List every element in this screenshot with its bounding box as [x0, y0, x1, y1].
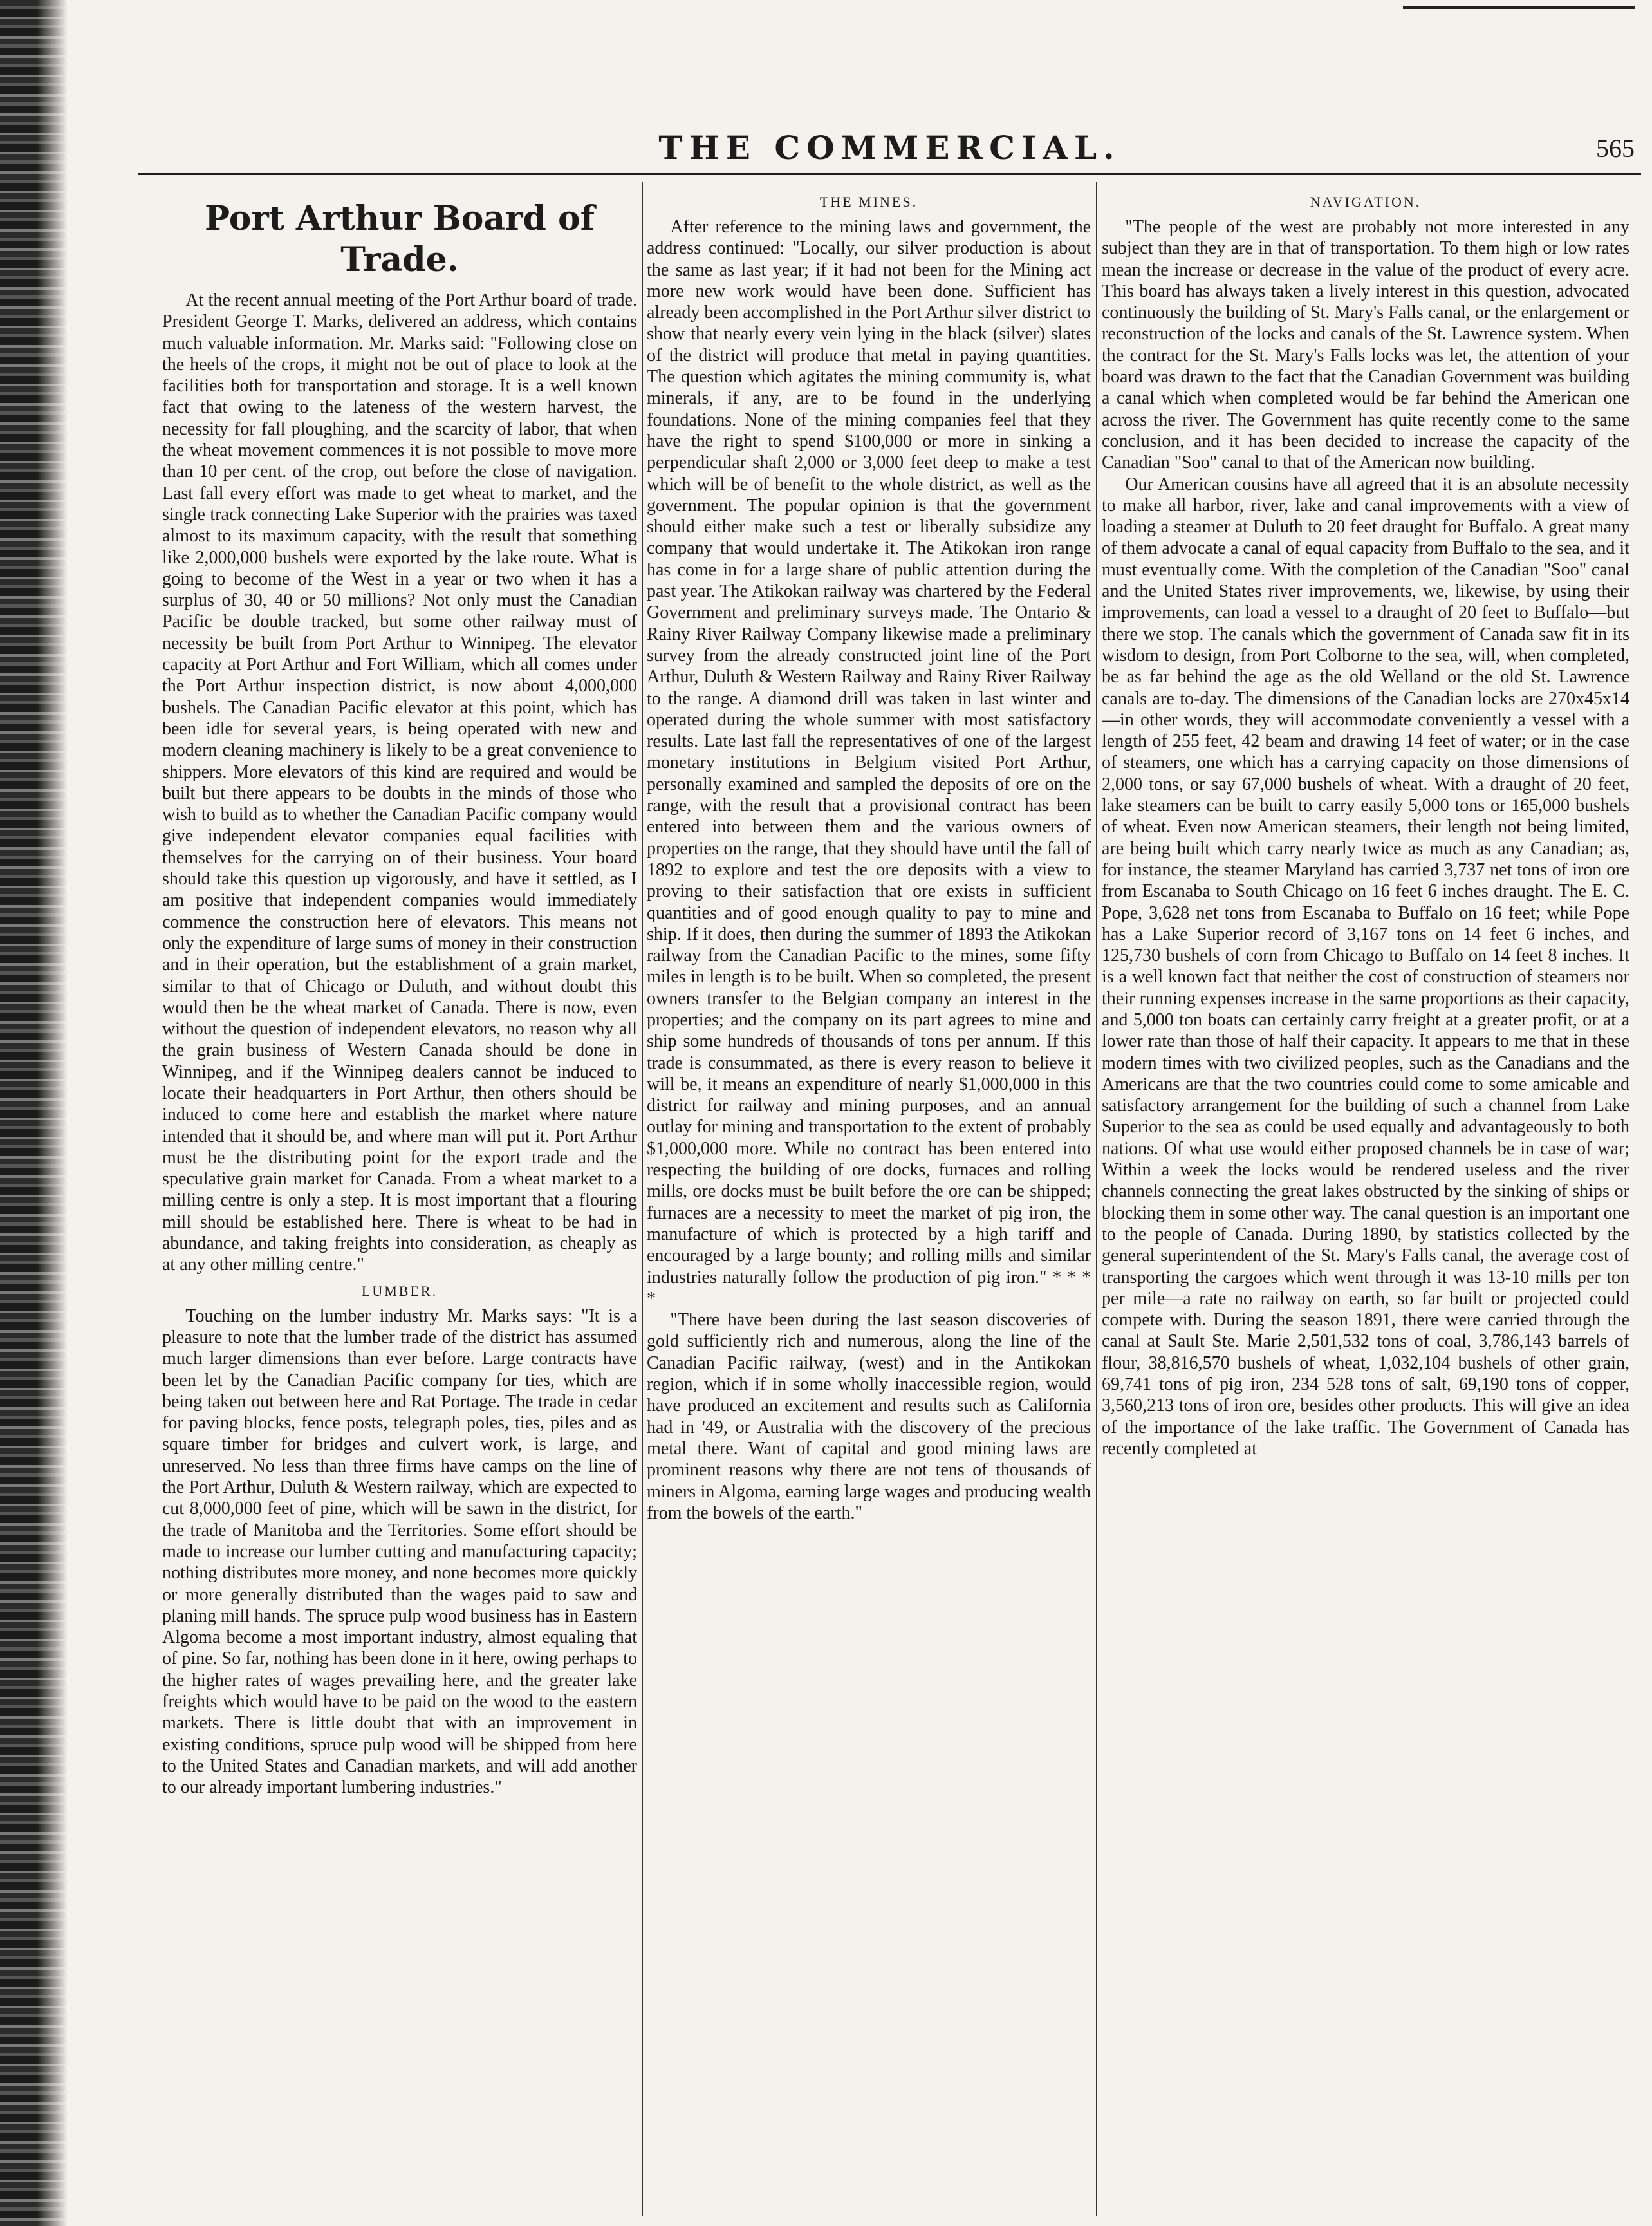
navigation-subheading: NAVIGATION. — [1310, 194, 1422, 210]
top-corner-rule — [1403, 6, 1635, 9]
lumber-subheading: LUMBER. — [361, 1282, 438, 1299]
mines-paragraph: After reference to the mining laws and government, the address continued: "Locally, our silver production is about the same as last year; if it had not been for the Mining act more new work would have been done. Sufficient has already been accomplished in the Port Arthur silver district to show that nearly every vein lying in the black (silver) slates of the district will produce that metal in paying quantities. The question which agitates the mining community is, what minerals, if any, are to be found in the underlying foundations. None of the mining companies feel that they have the right to spend $100,000 or more in sinking a perpendicular shaft 2,000 or 3,000 feet deep to make a test which will be of benefit to the whole district, as well as the government. The popular opinion is that the government should either make such a test or liberally subsidize any company that would undertake it. The Atikokan iron range has come in for a large share of public attention during the past year. The Atikokan railway was chartered by the Federal Government and preliminary surveys made. The Ontario & Rainy River Railway Company likewise made a preliminary survey from the already constructed joint line of the Port Arthur, Duluth & Western Railway and Rainy River Railway to the range. A diamond drill was taken in last winter and operated during the whole summer with most satisfactory results. Late last fall the representatives of one of the largest monetary institutions in Belgium visited Port Arthur, personally examined and sampled the deposits of ore on the range, with the result that a provisional contract has been entered into between them and the various owners of properties on the range, that they should have until the fall of 1892 to explore and test the ore deposits with a view to proving to their satisfaction that ore exists in sufficient quantities and of good enough quality to pay to mine and ship. If it does, then during the summer of 1893 the Atikokan railway from the Canadian Pacific to the mines, some fifty miles in length is to be built. When so completed, the present owners transfer to the Belgian company an interest in the properties; and the company on its part agrees to mine and ship some hundreds of thousands of tons per annum. If this trade is consummated, as there is every reason to believe it will be, it means an expenditure of nearly $1,000,000 in this district for railway and mining purposes, and an annual outlay for mining and transportation to the extent of probably $1,000,000 more. While no contract has been entered into respecting the building of ore docks, furnaces and rolling mills, ore docks must be built before the ore can be shipped; furnaces are a necessity to meet the market of pig iron, the manufacture of which is protected by a high tariff and encouraged by a large bounty; and rolling mills and similar industries naturally follow the production of pig iron." * * * * — [647, 217, 1091, 1309]
navigation-paragraph-1: "The people of the west are probably not more interested in any subject than they are in that of transportation. To them high or low rates mean the increase or decrease in the value of the product of every acre. This board has always taken a lively interest in this question, advocated continuously the building of St. Mary's Falls canal, or the enlargement or reconstruction of the locks and canals of the St. Lawrence system. When the contract for the St. Mary's Falls locks was let, the attention of your board was drawn to the fact that the Canadian Government was building a canal which when completed would be far behind the American one across the river. The Government has quite recently come to the same conclusion, and it has been decided to increase the capacity of the Canadian "Soo" canal to that of the American now building. — [1102, 217, 1629, 473]
mines-gold-paragraph: "There have been during the last season discoveries of gold sufficiently rich and numerous, along the line of the Canadian Pacific railway, (west) and in the Antikokan region, which if in some wholly inaccessible region, would have produced an excitement and results such as California had in '49, or Australia with the discovery of the precious metal there. Want of capital and good mining laws are prominent reasons why there are not tens of thousands of miners in Algoma, earning large wages and producing wealth from the bowels of the earth." — [647, 1310, 1091, 1523]
column-1 — [162, 187, 637, 2214]
mines-subheading: THE MINES. — [819, 194, 918, 210]
column-2 — [647, 187, 1091, 2214]
masthead: THE COMMERCIAL. — [658, 129, 1121, 167]
navigation-paragraph-2: Our American cousins have all agreed that it is an absolute necessity to make all harbor, river, lake and canal improvements with a view of loading a steamer at Duluth to 20 feet draught for Buffalo. A great many of them advocate a canal of equal capacity from Buffalo to the sea, and it must eventually come. With the completion of the Canadian "Soo" canal and the United States river improvements, we, likewise, by using their improvements, can load a vessel to a draught of 20 feet to Buffalo—but there we stop. The canals which the government of Canada saw fit in its wisdom to design, from Port Colborne to the sea, will, when completed, be as far behind the age as the old Welland or the old St. Lawrence canals are to-day. The dimensions of the Canadian locks are 270x45x14—in other words, they will accommodate conveniently a vessel with a length of 255 feet, 42 beam and drawing 14 feet of water; or in the case of steamers, one which has a carrying capacity on those dimensions of 2,000 tons, or say 67,000 bushels of wheat. With a draught of 20 feet, lake steamers can be built to carry easily 5,000 tons or 165,000 bushels of wheat. Even now American steamers, their length not being limited, are being built which carry nearly twice as much as any Canadian; as, for instance, the steamer Maryland has carried 3,737 net tons of iron ore from Escanaba to South Chicago on 16 feet 6 inches draught. The E. C. Pope, 3,628 net tons from Escanaba to Buffalo on 16 feet; while Pope has a Lake Superior record of 3,167 tons on 14 feet 6 inches, and 125,730 bushels of corn from Chicago to Buffalo on 14 feet 8 inches. It is a well known fact that neither the cost of construction of steamers nor their running expenses increase in the same proportions as their capacity, and 5,000 ton boats can certainly carry freight at a greater profit, or at a lower rate than those of half their capacity. It appears to me that in these modern times with two civilized peoples, such as the Canadians and the Americans are that the two countries could come to some amicable and satisfactory arrangement for the building of such a channel from Lake Superior to the sea as could be used equally and advantageously to both nations. Of what use would either proposed channels be in case of war; Within a week the locks would be rendered useless and the river channels connecting the great lakes obstructed by the sinking of ships or blocking them in some other way. The canal question is an important one to the people of Canada. During 1890, by statistics collected by the general superintendent of the St. Mary's Falls canal, the average cost of transporting the cargoes which went through it was 13-10 mills per ton per mile—a rate no railway on earth, so far built or projected could compete with. During the season 1891, there were carried through the canal at Sault Ste. Marie 2,501,532 tons of coal, 3,786,143 barrels of flour, 38,816,570 bushels of wheat, 1,032,104 bushels of other grain, 69,741 tons of pig iron, 234 528 tons of salt, 69,190 tons of copper, 3,560,213 tons of iron ore, besides other products. This will give an idea of the importance of the lake traffic. The Government of Canada has recently completed at — [1102, 474, 1629, 1459]
header-rule — [138, 173, 1641, 175]
article-headline: Port Arthur Board of Trade. — [204, 199, 595, 279]
article-intro-paragraph: At the recent annual meeting of the Port Arthur board of trade. President George T. Marks, delivered an address, which contains much valuable information. Mr. Marks said: "Following close on the heels of the crops, it might not be out of place to look at the facilities both for transportation and storage. It is a well known fact that owing to the lateness of the western harvest, the necessity for fall ploughing, and the scarcity of labor, that when the wheat movement commences it is not possible to move more than 10 per cent. of the crop, out before the close of navigation. Last fall every effort was made to get wheat to market, and the single track connecting Lake Superior with the prairies was taxed almost to its maximum capacity, with the result that something like 2,000,000 bushels were exported by the lake route. What is going to become of the West in a year or two when it has a surplus of 30, 40 or 50 millions? Not only must the Canadian Pacific be double tracked, but some other railway must of necessity be built from Port Arthur to Winnipeg. The elevator capacity at Port Arthur and Fort William, which all comes under the Port Arthur inspection district, is now about 4,000,000 bushels. The Canadian Pacific elevator at this point, which has been idle for several years, is being operated with new and modern cleaning machinery is likely to be a great convenience to shippers. More elevators of this kind are required and would be built but there appears to be doubts in the minds of those who wish to build as to whether the Canadian Pacific company would give independent elevator companies equal facilities with themselves for the carrying on of their business. Your board should take this question up vigorously, and have it settled, as I am positive that independent companies would immediately commence the construction here of elevators. This means not only the expenditure of large sums of money in their construction and in their operation, but the establishment of a grain market, similar to that of Chicago or Duluth, and without doubt this would then be the wheat market of Canada. There is now, even without the question of independent elevators, no reason why all the grain business of Western Canada should be done in Winnipeg, and if the Winnipeg dealers cannot be induced to locate their headquarters in Port Arthur, then others should be induced to come here and establish the market where nature intended that it should be, and where man will put it. Port Arthur must be the distributing point for the export trade and the speculative grain market for Canada. From a wheat market to a milling centre is only a step. It is most important that a flouring mill should be established here. There is wheat to be had in abundance, and taking freights into consideration, as cheaply as at any other milling centre." — [162, 290, 637, 1275]
column-3 — [1102, 187, 1629, 2214]
scan-edge-shadow — [0, 0, 68, 2226]
column-divider-1 — [642, 182, 643, 2216]
lumber-paragraph: Touching on the lumber industry Mr. Marks says: "It is a pleasure to note that the lumber trade of the district has assumed much larger dimensions than ever before. Large contracts have been let by the Canadian Pacific company for ties, which are being taken out between here and Rat Portage. The trade in cedar for paving blocks, fence posts, telegraph poles, ties, piles and as square timber for bridges and culvert work, is large, and unreserved. No less than three firms have camps on the line of the Port Arthur, Duluth & Western railway, which are expected to cut 8,000,000 feet of pine, which will be sawn in the district, for the trade of Manitoba and the Territories. Some effort should be made to increase our lumber cutting and manufacturing capacity; nothing distributes more money, and none becomes more quickly or more generally distributed than the wages paid to saw and planing mill hands. The spruce pulp wood business has in Eastern Algoma become a most important industry, almost equaling that of pine. So far, nothing has been done in it here, owing perhaps to the higher rates of wages prevailing here, and the greater lake freights which would have to be paid on the wood to the eastern markets. There is little doubt that with an improvement in existing conditions, spruce pulp wood will be shipped from here to the United States and Canadian markets, and will add another to our already important lumbering industries." — [162, 1305, 637, 1798]
column-divider-2 — [1096, 182, 1097, 2216]
page-number: 565 — [1596, 134, 1635, 163]
page-header — [138, 129, 1641, 171]
